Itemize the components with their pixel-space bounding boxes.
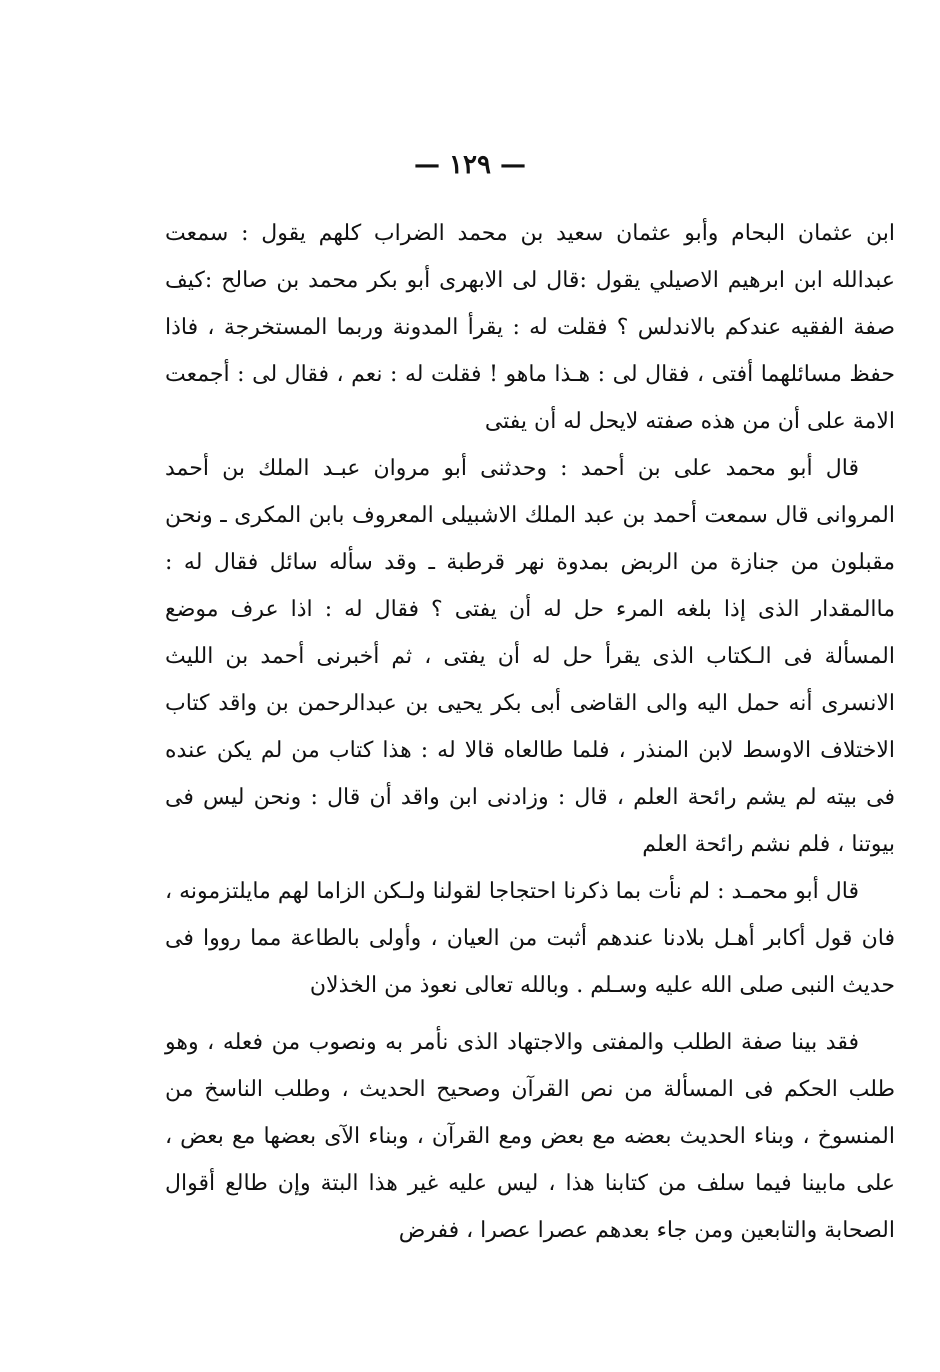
paragraph-3: قال أبو محمـد : لم نأت بما ذكرنا احتجاجا لقولنا ولـكن الزاما لهم مايلتزمونه ، فان قول أكابر أهـل بلادنا عندهم أثبت من العيان ، وأولى بالطاعة مما رووا فى حديث النبى صلى الله عليه وسـلم . وبالله تعالى نعوذ من الخذلان — [165, 879, 895, 998]
body-text — [165, 210, 895, 1254]
paragraph-4: فقد بينا صفة الطلب والمفتى والاجتهاد الذى نأمر به ونصوب من فعله ، وهو طلب الحكم فى المسألة من نص القرآن وصحيح الحديث ، وطلب الناسخ من المنسوخ ، وبناء الحديث بعضه مع بعض ومع القرآن ، وبناء الآى بعضها مع بعض ، على مابينا فيما سلف من كتابنا هذا ، ليس عليه غير هذا البتة وإن طالع أقوال الصحابة والتابعين ومن جاء بعدهم عصرا عصرا ، ففرض — [165, 1030, 895, 1243]
paragraph-1: ابن عثمان البحام وأبو عثمان سعيد بن محمد الضراب كلهم يقول : سمعت عبدالله ابن ابرهيم الاصيلي يقول :قال لى الابهرى أبو بكر محمد بن صالح :كيف صفة الفقيه عندكم بالاندلس ؟ فقلت له : يقرأ المدونة وربما المستخرجة ، فاذا حفظ مسائلهما أفتى ، فقال لى : هـذا ماهو ! فقلت له : نعم ، فقال لى : أجمعت الامة على أن من هذه صفته لايحل له أن يفتى — [165, 221, 895, 434]
paragraph-2: قال أبو محمد على بن أحمد : وحدثنى أبو مروان عبـد الملك بن أحمد المروانى قال سمعت أحمد بن عبد الملك الاشبيلى المعروف بابن المكرى ـ ونحن مقبلون من جنازة من الربض بمدوة نهر قرطبة ـ وقد سأله سائل فقال له : ماالمقدار الذى إذا بلغه المرء حل له أن يفتى ؟ فقال له : اذا عرف موضع المسألة فى الـكتاب الذى يقرأ حل له أن يفتى ، ثم أخبرنى أحمد بن الليث الانسرى أنه حمل اليه والى القاضى أبى بكر يحيى بن عبدالرحمن بن واقد كتاب الاختلاف الاوسط لابن المنذر ، فلما طالعاه قالا له : هذا كتاب من لم يكن عنده فى بيته لم يشم رائحة العلم ، قال : وزادنى ابن واقد أن قال : ونحن ليس فى بيوتنا ، فلم نشم رائحة العلم — [165, 456, 895, 857]
page-number: — ١٢٩ — — [413, 150, 527, 180]
